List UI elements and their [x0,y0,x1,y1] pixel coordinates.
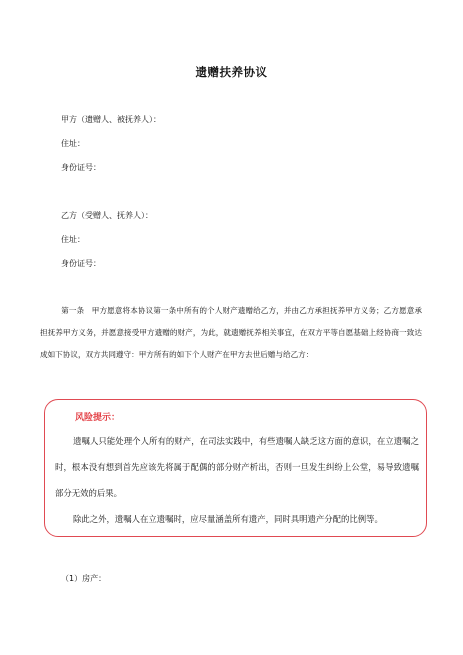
party-a-address: 住址： [61,139,85,148]
risk-paragraph-1 [55,428,419,506]
risk-paragraph-2-text: 除此之外，遗嘱人在立遗嘱时，应尽量涵盖所有遗产，同时具明遗产分配的比例等。 [73,514,383,524]
party-b-heading: 乙方（受赠人、抚养人）： [61,211,153,220]
risk-paragraph-2 [55,506,419,532]
risk-paragraph-1-text: 遗嘱人只能处理个人所有的财产，在司法实践中，有些遗嘱人缺乏这方面的意识，在立遗嘱之时，根本没有想到首先应该先将属于配偶的部分财产析出，否则一旦发生纠纷上公堂，易导致遗嘱部分无效的后果。 [55,436,419,498]
article-1-paragraph [40,300,422,366]
risk-warning-box [44,399,427,537]
party-b-address: 住址： [61,235,85,244]
party-a-heading: 甲方（遗赠人、被抚养人）： [61,115,161,124]
item-1-property: （1）房产： [61,574,107,583]
document-title: 遗赠扶养协议 [195,65,268,79]
risk-warning-title: 风险提示： [75,413,121,423]
party-a-id-number: 身份证号： [61,163,101,172]
article-1-text: 第一条 甲方愿意将本协议第一条中所有的个人财产遗赠给乙方，并由乙方承担抚养甲方义务；乙方愿意承担抚养甲方义务，并愿意接受甲方遗赠的财产，为此，就遗赠抚养相关事宜，在双方平等自愿基础上经协商一致达成如下协议，双方共同遵守：甲方所有的如下个人财产在甲方去世后赠与给乙方： [40,306,422,359]
party-b-id-number: 身份证号： [61,259,101,268]
